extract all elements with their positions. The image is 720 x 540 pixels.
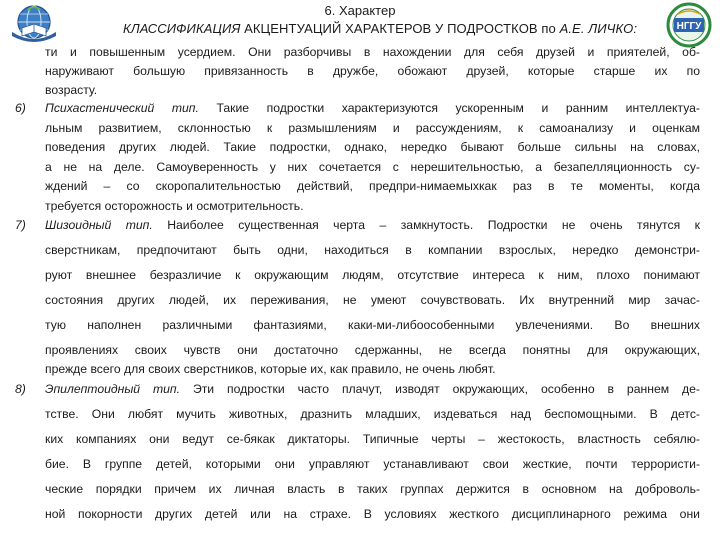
item-number: 6) [15, 101, 26, 115]
text-line: возрасту. [45, 83, 98, 97]
item-number: 8) [15, 382, 26, 396]
text-line [45, 217, 700, 234]
text-line: проявлениях своих чувств они достаточно сдержанны, не всегда понятны для окружающих, [45, 343, 700, 357]
text-line: бие. В группе детей, которыми они управляют устанавливают свои жесткие, почти террористи- [45, 457, 700, 471]
text-line: льным развитием, склонностью к размышлениям и рассуждениям, к самоанализу и оценкам [45, 121, 700, 135]
text-line: ной покорности других детей или на страхе. В условиях жесткого дисциплинарного режима они [45, 507, 700, 521]
classification-heading [100, 21, 660, 36]
heading-part-author: А.Е. ЛИЧКО: [559, 21, 638, 36]
item-term: Психастенический тип. [45, 101, 199, 115]
text-line [45, 381, 700, 398]
text-line: сверстникам, предпочитают быть одни, находиться в компании взрослых, нередко демонстри- [45, 243, 700, 257]
text-line: ких компаниях они ведут се-бякак диктаторы. Типичные черты – жестокость, властность себялю- [45, 432, 700, 446]
slide-title: 6. Характер [324, 3, 396, 18]
text-line: ждений – со скоропалительностью действий, предпри-нимаемыхкак раз в те моменты, когда [45, 179, 700, 193]
text-line [45, 100, 700, 117]
item-number: 7) [15, 218, 26, 232]
text-line: состояния других людей, их переживания, не умеют сочувствовать. Их внутренний мир зачас- [45, 293, 700, 307]
item-text: Наиболее существенная черта – замкнутость. Подростки не очень тянутся к [152, 218, 700, 232]
text-line: тую наполнен различными фантазиями, каки-ми-либоособенными увлечениями. Во внешних [45, 318, 700, 332]
heading-part-classification: КЛАССИФИКАЦИЯ [122, 21, 241, 36]
item-term: Эпилептоидный тип. [45, 382, 181, 396]
ngpu-logo-text: НГГУ [676, 21, 702, 32]
text-line: а не на деле. Самоуверенность у них сочетается с нерешительностью, а безапелляционность су- [45, 160, 700, 174]
item-term: Шизоидный тип. [45, 218, 153, 232]
text-line: наруживают большую привязанность в дружбе, обожают друзей, которые старше их по [45, 64, 700, 78]
text-line: требуется осторожность и осмотрительность. [45, 199, 304, 213]
heading-part-main: АКЦЕНТУАЦИЙ ХАРАКТЕРОВ У ПОДРОСТКОВ по [240, 21, 560, 36]
text-line: прежде всего для своих сверстников, которые их, как правило, не очень любят. [45, 362, 496, 376]
text-line: ти и повышенным усердием. Они разборчивы в нахождении для себя друзей и приятелей, об- [45, 45, 700, 59]
text-line: тстве. Они любят мучить животных, дразнить младших, издеваться над беспомощными. В детс- [45, 407, 700, 421]
text-line: поведения других людей. Такие подростки, однако, нередко бывают больше сильны на словах, [45, 140, 700, 154]
text-line: руют внешнее безразличие к окружающим людям, отсутствие интереса к ним, плохо понимают [45, 268, 700, 282]
item-text: Эти подростки часто плачут, изводят окружающих, особенно в раннем де- [180, 382, 700, 396]
text-line: ческие порядки причем их личная власть в таких группах держится в основном на доброволь- [45, 482, 700, 496]
item-text: Такие подростки характеризуются ускоренным и ранним интеллектуа- [198, 101, 700, 115]
